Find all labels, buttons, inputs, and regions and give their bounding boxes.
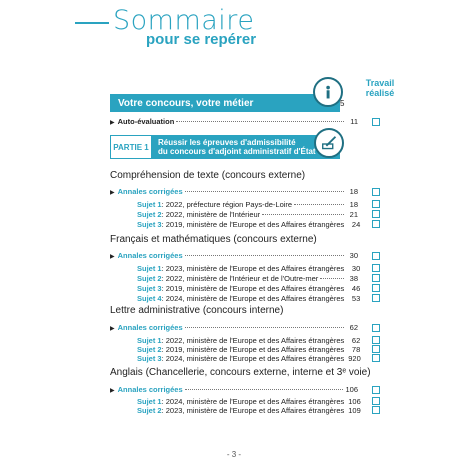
- arrow-right-icon: ▶: [110, 120, 115, 126]
- arrow-right-icon: ▶: [110, 190, 115, 196]
- info-icon: [313, 77, 343, 107]
- subject-row[interactable]: [137, 210, 358, 219]
- annales-row[interactable]: [110, 187, 358, 196]
- intro-band: [110, 94, 340, 112]
- subject-label: Sujet 1: [137, 264, 162, 273]
- checkbox-subject[interactable]: [372, 264, 380, 272]
- title-rule: [75, 22, 109, 24]
- annales-label: Annales corrigées: [117, 323, 183, 332]
- dot-leader: [185, 191, 344, 192]
- checkbox-auto-eval[interactable]: [372, 118, 380, 126]
- section-title: Français et mathématiques (concours externe): [110, 234, 317, 245]
- annales-page: 30: [349, 251, 358, 260]
- page-number: - 3 -: [226, 450, 242, 459]
- subject-label: Sujet 2: [137, 210, 162, 219]
- subject-page: 21: [349, 210, 358, 219]
- subject-text: : 2023, ministère de l'Europe et des Affaires étrangères: [161, 264, 345, 273]
- checkbox-subject[interactable]: [372, 274, 380, 282]
- annales-page: 106: [345, 385, 358, 394]
- checkbox-subject[interactable]: [372, 294, 380, 302]
- exam-pencil-icon: [314, 128, 344, 158]
- part-title-line-2: du concours d'adjoint administratif d'État: [158, 147, 316, 156]
- checkbox-annales[interactable]: [372, 386, 380, 394]
- subject-text: : 2023, ministère de l'Europe et des Affaires étrangères: [161, 406, 345, 415]
- subject-page: 38: [349, 274, 358, 283]
- dot-leader: [294, 204, 344, 205]
- subject-row[interactable]: [137, 264, 361, 273]
- auto-eval-row[interactable]: [110, 117, 358, 126]
- subject-page: 46: [351, 284, 361, 293]
- arrow-right-icon: ▶: [110, 388, 115, 394]
- checkbox-subject[interactable]: [372, 354, 380, 362]
- checkbox-subject[interactable]: [372, 345, 380, 353]
- part-title: [158, 138, 316, 156]
- annales-label: Annales corrigées: [117, 187, 183, 196]
- subject-text: : 2019, ministère de l'Europe et des Affaires étrangères: [161, 284, 345, 293]
- subject-label: Sujet 3: [137, 354, 162, 363]
- subject-page: 24: [351, 220, 361, 229]
- page-subtitle: pour se repérer: [146, 31, 257, 48]
- checkbox-subject[interactable]: [372, 284, 380, 292]
- subject-label: Sujet 1: [137, 336, 162, 345]
- subject-row[interactable]: [137, 345, 361, 354]
- subject-row[interactable]: [137, 294, 361, 303]
- subject-page: 30: [351, 264, 361, 273]
- subject-text: : 2024, ministère de l'Europe et des Affaires étrangères: [161, 354, 345, 363]
- part-label: PARTIE 1: [110, 135, 152, 159]
- annales-page: 62: [349, 323, 358, 332]
- dot-leader: [262, 214, 344, 215]
- dot-leader: [185, 327, 344, 328]
- part-1-header: [110, 135, 340, 159]
- subject-label: Sujet 2: [137, 406, 162, 415]
- auto-eval-page: 11: [350, 117, 358, 126]
- subject-text: : 2022, ministère de l'Europe et des Affaires étrangères: [161, 336, 345, 345]
- subject-row[interactable]: [137, 354, 361, 363]
- subject-page: 78: [351, 345, 361, 354]
- annales-row[interactable]: [110, 251, 358, 260]
- intro-band-page: 5: [340, 99, 345, 108]
- checkbox-subject[interactable]: [372, 220, 380, 228]
- dot-leader: [185, 389, 344, 390]
- subject-label: Sujet 1: [137, 397, 162, 406]
- subject-text: : 2024, ministère de l'Europe et des Affaires étrangères: [161, 397, 345, 406]
- auto-eval-label: Auto-évaluation: [117, 117, 175, 126]
- arrow-right-icon: ▶: [110, 326, 115, 332]
- subject-text: : 2022, ministère de l'Intérieur et de l'Outre-mer: [161, 274, 319, 283]
- section-title: Lettre administrative (concours interne): [110, 305, 284, 316]
- subject-row[interactable]: [137, 200, 358, 209]
- annales-page: 18: [349, 187, 358, 196]
- subject-text: : 2019, ministère de l'Europe et des Affaires étrangères: [161, 220, 345, 229]
- subject-page: 18: [349, 200, 358, 209]
- section-title: Compréhension de texte (concours externe): [110, 170, 306, 181]
- annales-row[interactable]: [110, 385, 358, 394]
- subject-text: : 2022, ministère de l'Intérieur: [161, 210, 261, 219]
- subject-page: 109: [348, 406, 361, 415]
- subject-label: Sujet 2: [137, 345, 162, 354]
- subject-label: Sujet 3: [137, 220, 162, 229]
- subject-page: 62: [351, 336, 361, 345]
- subject-page: 920: [348, 354, 361, 363]
- subject-page: 106: [348, 397, 361, 406]
- subject-text: : 2022, préfecture région Pays-de-Loire: [161, 200, 293, 209]
- dot-leader: [320, 278, 344, 279]
- annales-label: Annales corrigées: [117, 251, 183, 260]
- checkbox-annales[interactable]: [372, 252, 380, 260]
- subject-text: : 2024, ministère de l'Europe et des Affaires étrangères: [161, 294, 345, 303]
- intro-band-label: Votre concours, votre métier: [118, 97, 254, 109]
- checkbox-subject[interactable]: [372, 336, 380, 344]
- subject-label: Sujet 4: [137, 294, 162, 303]
- subject-label: Sujet 2: [137, 274, 162, 283]
- arrow-right-icon: ▶: [110, 254, 115, 260]
- subject-label: Sujet 3: [137, 284, 162, 293]
- part-title-line-1: Réussir les épreuves d'admissibilité: [158, 138, 296, 147]
- subject-text: : 2019, ministère de l'Europe et des Affaires étrangères: [161, 345, 345, 354]
- dot-leader: [176, 121, 344, 122]
- checkbox-subject[interactable]: [372, 200, 380, 208]
- subject-row[interactable]: [137, 284, 361, 293]
- done-column-header: Travail réalisé: [365, 78, 395, 98]
- subject-label: Sujet 1: [137, 200, 162, 209]
- dot-leader: [185, 255, 344, 256]
- section-title: Anglais (Chancellerie, concours externe, interne et 3ᵉ voie): [110, 367, 371, 378]
- checkbox-annales[interactable]: [372, 324, 380, 332]
- subject-row[interactable]: [137, 220, 361, 229]
- checkbox-subject[interactable]: [372, 210, 380, 218]
- checkbox-annales[interactable]: [372, 188, 380, 196]
- subject-page: 53: [351, 294, 361, 303]
- subject-row[interactable]: [137, 406, 361, 415]
- annales-row[interactable]: [110, 323, 358, 332]
- checkbox-subject[interactable]: [372, 406, 380, 414]
- checkbox-subject[interactable]: [372, 397, 380, 405]
- subject-row[interactable]: [137, 397, 361, 406]
- subject-row[interactable]: [137, 336, 361, 345]
- subject-row[interactable]: [137, 274, 358, 283]
- annales-label: Annales corrigées: [117, 385, 183, 394]
- page-title: Sommaire: [113, 5, 255, 36]
